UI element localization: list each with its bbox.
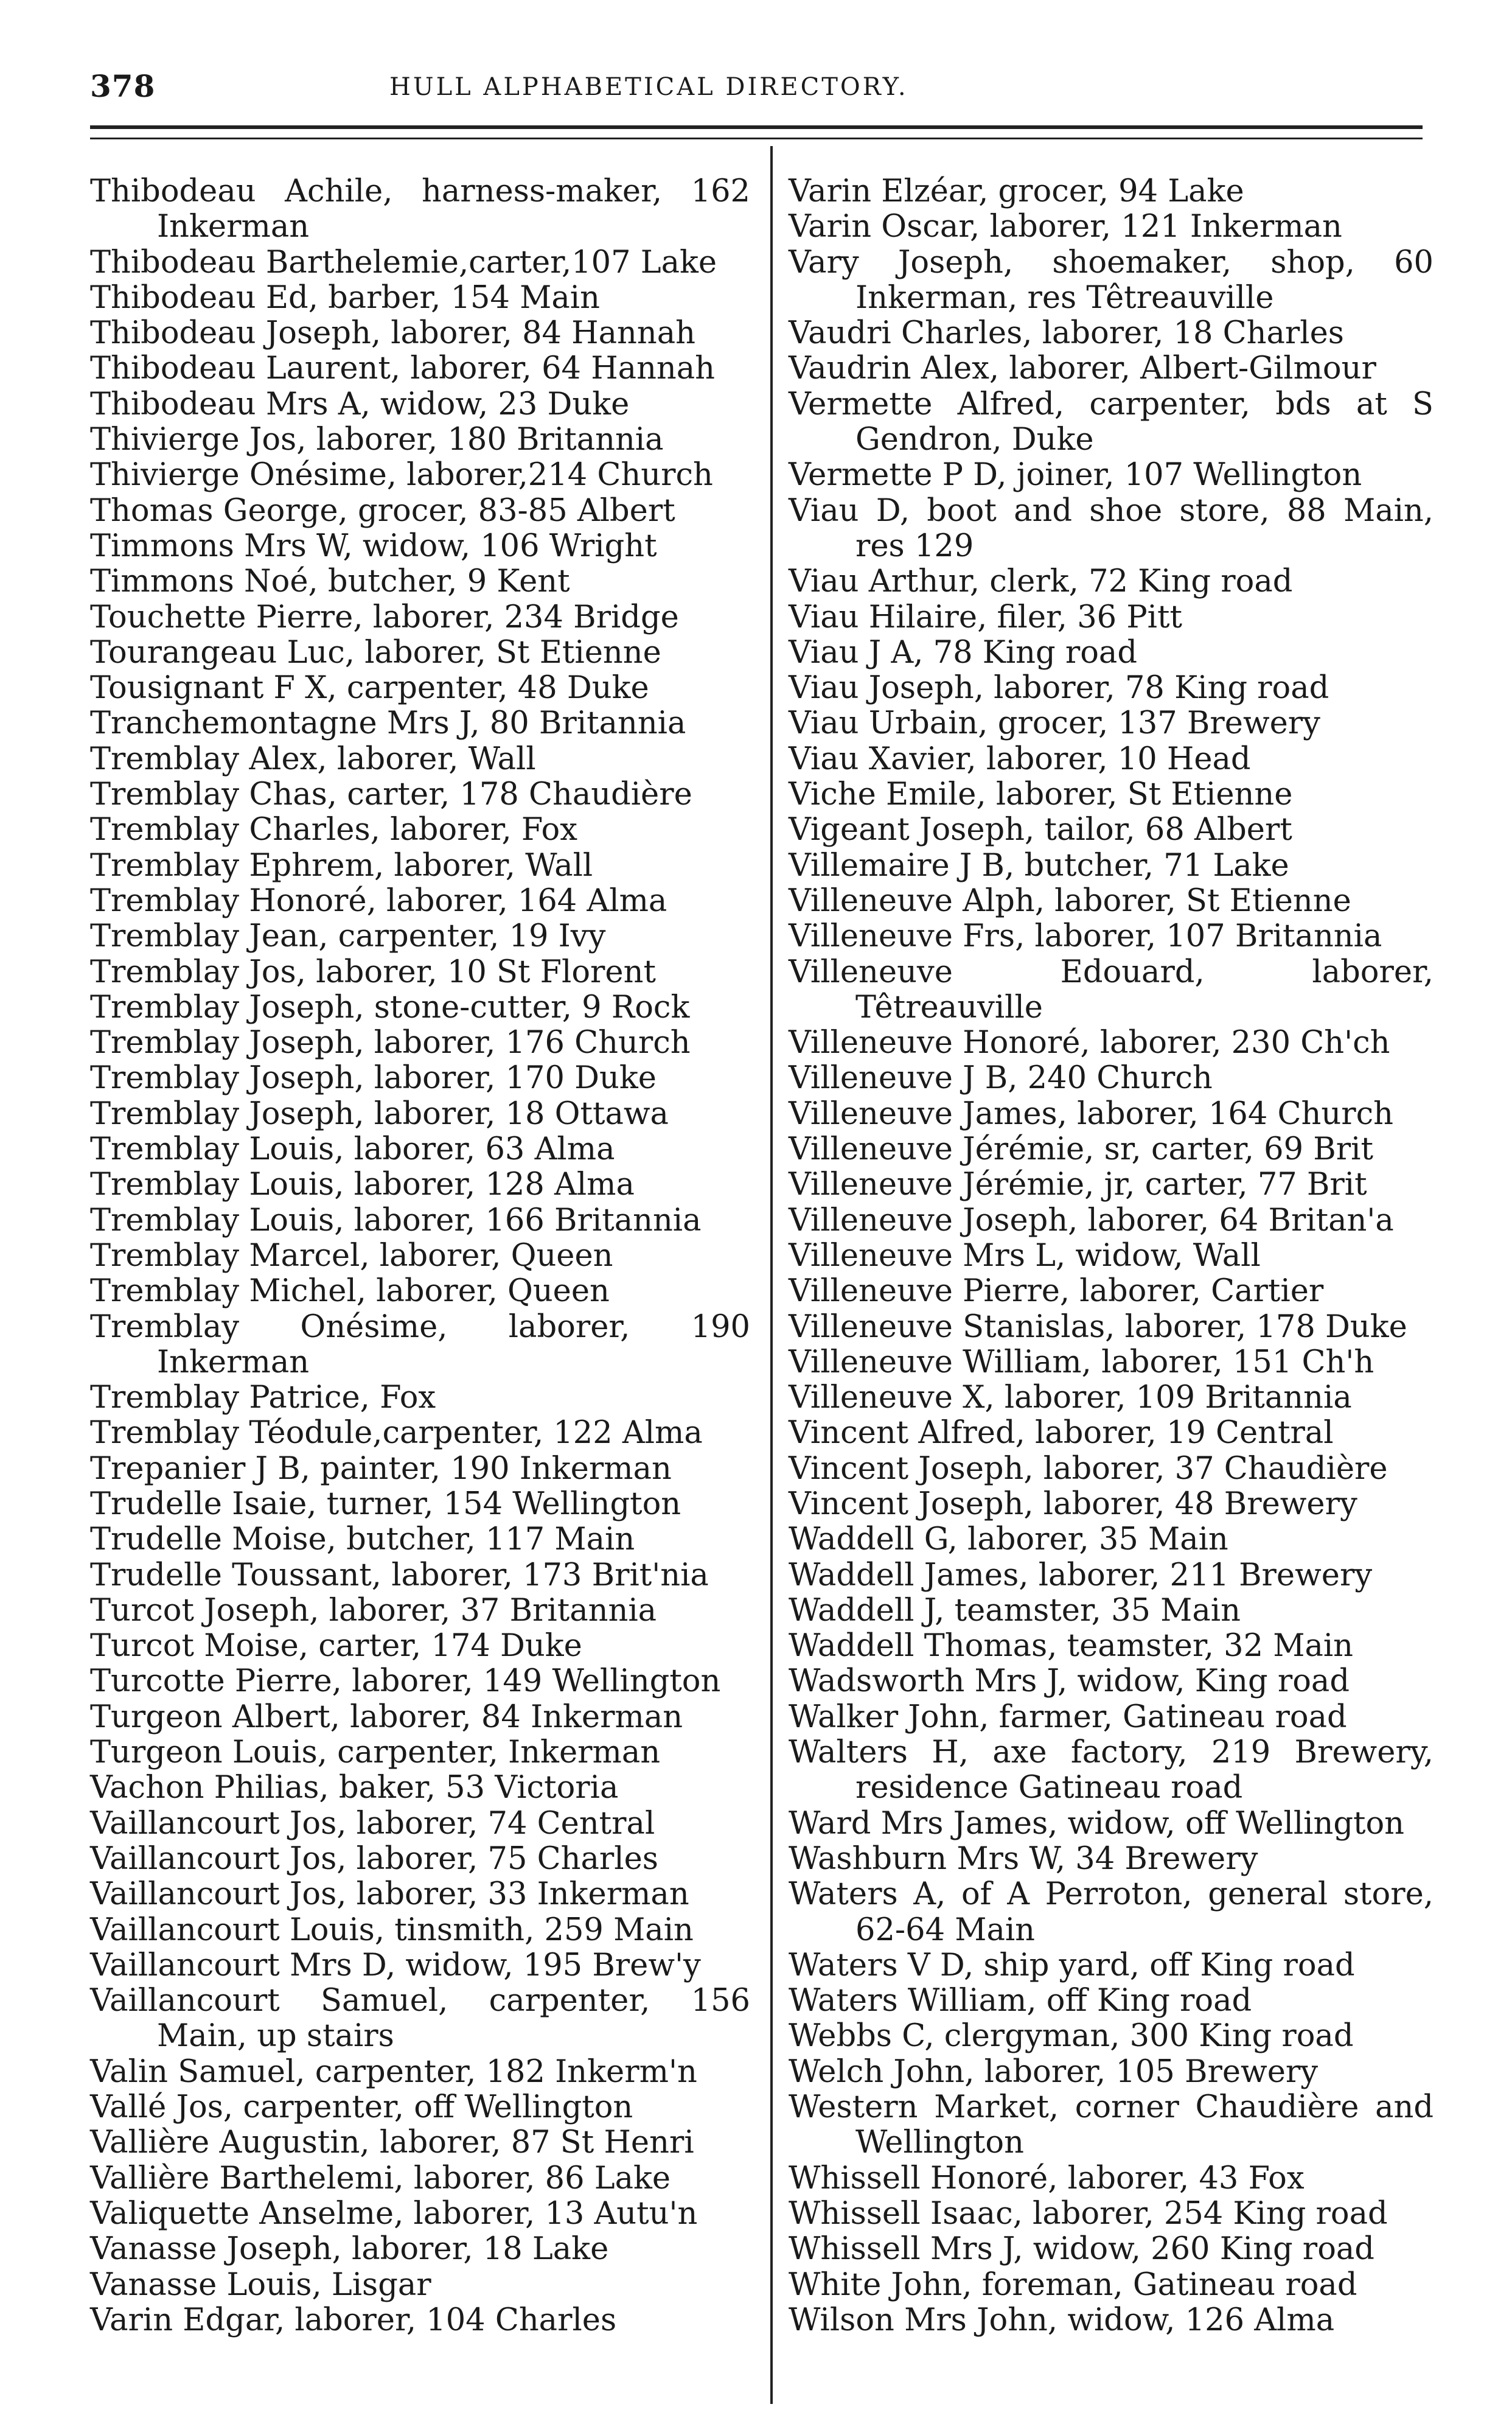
directory-entry: Turgeon Albert, laborer, 84 Inkerman	[90, 1699, 683, 1735]
directory-entry: Trudelle Moise, butcher, 117 Main	[90, 1521, 635, 1558]
directory-entry: Tremblay Louis, laborer, 128 Alma	[90, 1167, 635, 1203]
directory-entry: Whissell Isaac, laborer, 254 King road	[789, 2195, 1388, 2232]
directory-entry: Walker John, farmer, Gatineau road	[789, 1699, 1347, 1735]
directory-entry: Turcotte Pierre, laborer, 149 Wellington	[90, 1663, 721, 1700]
directory-entry: Tremblay Louis, laborer, 166 Britannia	[90, 1202, 702, 1238]
directory-entry: Varin Edgar, laborer, 104 Charles	[90, 2302, 617, 2338]
directory-entry: Turgeon Louis, carpenter, Inkerman	[90, 1735, 661, 1771]
page-number: 378	[90, 68, 156, 104]
directory-entry: Viau Arthur, clerk, 72 King road	[789, 564, 1293, 600]
directory-entry: Tremblay Jos, laborer, 10 St Florent	[90, 954, 656, 990]
directory-entry: Tremblay Joseph, laborer, 176 Church	[90, 1025, 691, 1061]
directory-entry: Vallé Jos, carpenter, off Wellington	[90, 2089, 633, 2126]
directory-entry: Thivierge Onésime, laborer,214 Church	[90, 457, 713, 494]
directory-entry: Thibodeau Ed, barber, 154 Main	[90, 279, 600, 316]
directory-entry: Villeneuve Jérémie, sr, carter, 69 Brit	[789, 1131, 1373, 1168]
directory-entry: Viau D, boot and shoe store, 88 Main, res 129	[789, 492, 1434, 564]
directory-entry: Wadsworth Mrs J, widow, King road	[789, 1663, 1350, 1700]
directory-entry: Vallière Augustin, laborer, 87 St Henri	[90, 2125, 694, 2161]
directory-entry: Tremblay Ephrem, laborer, Wall	[90, 847, 593, 884]
directory-entry: Vaillancourt Jos, laborer, 33 Inkerman	[90, 1876, 689, 1913]
directory-entry: Thibodeau Laurent, laborer, 64 Hannah	[90, 351, 716, 387]
directory-entry: Tremblay Joseph, stone-cutter, 9 Rock	[90, 989, 690, 1025]
directory-entry: Villeneuve X, laborer, 109 Britannia	[789, 1380, 1352, 1416]
directory-entry: Thivierge Jos, laborer, 180 Britannia	[90, 422, 664, 458]
directory-entry: Tousignant F X, carpenter, 48 Duke	[90, 670, 649, 707]
directory-entry: Villeneuve Mrs L, widow, Wall	[789, 1237, 1261, 1274]
directory-entry: Whissell Mrs J, widow, 260 King road	[789, 2231, 1374, 2268]
directory-entry: Turcot Joseph, laborer, 37 Britannia	[90, 1592, 657, 1629]
directory-entry: Viche Emile, laborer, St Etienne	[789, 777, 1293, 813]
directory-entry: Tremblay Charles, laborer, Fox	[90, 812, 577, 848]
directory-entry: Thibodeau Barthelemie,carter,107 Lake	[90, 244, 717, 281]
right-column	[789, 174, 1434, 2338]
directory-entry: Vincent Alfred, laborer, 19 Central	[789, 1415, 1334, 1452]
directory-entry: Vaillancourt Louis, tinsmith, 259 Main	[90, 1912, 694, 1948]
directory-entry: Viau Joseph, laborer, 78 King road	[789, 670, 1329, 707]
directory-entry: Trudelle Isaie, turner, 154 Wellington	[90, 1486, 681, 1522]
directory-entry: Waddell James, laborer, 211 Brewery	[789, 1557, 1373, 1593]
directory-entry: Tremblay Chas, carter, 178 Chaudière	[90, 777, 692, 813]
directory-entry: Thibodeau Achile, harness-maker, 162 Inkerman	[90, 173, 750, 245]
directory-entry: Vanasse Joseph, laborer, 18 Lake	[90, 2231, 609, 2268]
directory-entry: Tremblay Michel, laborer, Queen	[90, 1273, 610, 1310]
directory-entry: Thibodeau Mrs A, widow, 23 Duke	[90, 386, 630, 422]
directory-entry: Tremblay Téodule,carpenter, 122 Alma	[90, 1415, 703, 1452]
directory-entry: Villeneuve Pierre, laborer, Cartier	[789, 1273, 1324, 1310]
directory-entry: Villeneuve Jérémie, jr, carter, 77 Brit	[789, 1167, 1367, 1203]
directory-entry: Vaillancourt Jos, laborer, 75 Charles	[90, 1840, 658, 1877]
directory-entry: Tremblay Louis, laborer, 63 Alma	[90, 1131, 615, 1168]
directory-entry: Vanasse Louis, Lisgar	[90, 2266, 431, 2303]
directory-entry: Walters H, axe factory, 219 Brewery, residence Gatineau road	[789, 1735, 1434, 1806]
directory-entry: Viau Hilaire, filer, 36 Pitt	[789, 599, 1182, 635]
directory-entry: Waters A, of A Perroton, general store, 62-64 Main	[789, 1876, 1434, 1948]
directory-entry: Tremblay Jean, carpenter, 19 Ivy	[90, 918, 606, 955]
directory-entry: Vermette Alfred, carpenter, bds at S Gendron, Duke	[789, 386, 1434, 458]
directory-entry: Villeneuve James, laborer, 164 Church	[789, 1095, 1394, 1132]
directory-entry: Vaudri Charles, laborer, 18 Charles	[789, 315, 1344, 352]
directory-entry: Tremblay Joseph, laborer, 170 Duke	[90, 1060, 657, 1097]
directory-entry: Villeneuve Alph, laborer, St Etienne	[789, 882, 1351, 919]
directory-entry: Waddell Thomas, teamster, 32 Main	[789, 1628, 1354, 1665]
directory-entry: Vallière Barthelemi, laborer, 86 Lake	[90, 2160, 671, 2196]
directory-entry: Vaillancourt Samuel, carpenter, 156 Main, up stairs	[90, 1983, 750, 2055]
directory-entry: Tremblay Marcel, laborer, Queen	[90, 1237, 613, 1274]
directory-entry: Waddell J, teamster, 35 Main	[789, 1592, 1241, 1629]
directory-entry: Villemaire J B, butcher, 71 Lake	[789, 847, 1289, 884]
directory-entry: Villeneuve Stanislas, laborer, 178 Duke	[789, 1308, 1407, 1345]
directory-entry: Whissell Honoré, laborer, 43 Fox	[789, 2160, 1305, 2196]
column-divider	[770, 146, 773, 2404]
directory-entry: Vigeant Joseph, tailor, 68 Albert	[789, 812, 1292, 848]
directory-entry: Ward Mrs James, widow, off Wellington	[789, 1805, 1405, 1842]
directory-entry: Varin Oscar, laborer, 121 Inkerman	[789, 209, 1342, 245]
directory-entry: Waddell G, laborer, 35 Main	[789, 1521, 1228, 1558]
directory-entry: Vachon Philias, baker, 53 Victoria	[90, 1770, 619, 1806]
directory-entry: Tremblay Patrice, Fox	[90, 1380, 436, 1416]
running-title: HULL ALPHABETICAL DIRECTORY.	[389, 73, 908, 101]
directory-entry: Tourangeau Luc, laborer, St Etienne	[90, 634, 661, 671]
directory-entry: Webbs C, clergyman, 300 King road	[789, 2018, 1354, 2055]
directory-entry: White John, foreman, Gatineau road	[789, 2266, 1357, 2303]
directory-entry: Timmons Mrs W, widow, 106 Wright	[90, 528, 657, 564]
directory-entry: Tranchemontagne Mrs J, 80 Britannia	[90, 705, 686, 742]
directory-entry: Vary Joseph, shoemaker, shop, 60 Inkerman, res Têtreauville	[789, 244, 1434, 316]
directory-entry: Vincent Joseph, laborer, 37 Chaudière	[789, 1450, 1388, 1487]
directory-entry: Viau J A, 78 King road	[789, 634, 1137, 671]
directory-entry: Vaillancourt Mrs D, widow, 195 Brew'y	[90, 1947, 701, 1983]
directory-entry: Valin Samuel, carpenter, 182 Inkerm'n	[90, 2053, 697, 2090]
directory-entry: Villeneuve Edouard, laborer, Têtreauville	[789, 954, 1434, 1025]
directory-entry: Viau Xavier, laborer, 10 Head	[789, 741, 1251, 777]
left-column	[90, 174, 750, 2338]
header-rule-thick	[90, 125, 1423, 129]
directory-entry: Western Market, corner Chaudière and Wellington	[789, 2089, 1434, 2161]
directory-entry: Thibodeau Joseph, laborer, 84 Hannah	[90, 315, 695, 352]
directory-entry: Viau Urbain, grocer, 137 Brewery	[789, 705, 1320, 742]
directory-entry: Thomas George, grocer, 83-85 Albert	[90, 492, 675, 529]
directory-entry: Villeneuve J B, 240 Church	[789, 1060, 1213, 1097]
directory-entry: Villeneuve William, laborer, 151 Ch'h	[789, 1344, 1374, 1380]
directory-entry: Valiquette Anselme, laborer, 13 Autu'n	[90, 2195, 698, 2232]
directory-entry: Villeneuve Frs, laborer, 107 Britannia	[789, 918, 1382, 955]
header-rule-thin	[90, 138, 1423, 139]
directory-entry: Tremblay Alex, laborer, Wall	[90, 741, 536, 777]
directory-entry: Tremblay Onésime, laborer, 190 Inkerman	[90, 1308, 750, 1380]
directory-entry: Touchette Pierre, laborer, 234 Bridge	[90, 599, 679, 635]
directory-entry: Washburn Mrs W, 34 Brewery	[789, 1840, 1258, 1877]
directory-entry: Waters William, off King road	[789, 1983, 1252, 2019]
directory-entry: Tremblay Honoré, laborer, 164 Alma	[90, 882, 667, 919]
directory-entry: Turcot Moise, carter, 174 Duke	[90, 1628, 582, 1665]
directory-entry: Vermette P D, joiner, 107 Wellington	[789, 457, 1362, 494]
directory-entry: Welch John, laborer, 105 Brewery	[789, 2053, 1319, 2090]
directory-entry: Vaillancourt Jos, laborer, 74 Central	[90, 1805, 655, 1842]
directory-entry: Waters V D, ship yard, off King road	[789, 1947, 1355, 1983]
directory-entry: Vaudrin Alex, laborer, Albert-Gilmour	[789, 351, 1376, 387]
directory-entry: Wilson Mrs John, widow, 126 Alma	[789, 2302, 1335, 2338]
directory-entry: Villeneuve Honoré, laborer, 230 Ch'ch	[789, 1025, 1390, 1061]
directory-entry: Vincent Joseph, laborer, 48 Brewery	[789, 1486, 1357, 1522]
directory-entry: Varin Elzéar, grocer, 94 Lake	[789, 173, 1244, 209]
directory-entry: Timmons Noé, butcher, 9 Kent	[90, 564, 570, 600]
directory-entry: Villeneuve Joseph, laborer, 64 Britan'a	[789, 1202, 1394, 1238]
directory-entry: Trudelle Toussant, laborer, 173 Brit'nia	[90, 1557, 709, 1593]
directory-entry: Tremblay Joseph, laborer, 18 Ottawa	[90, 1095, 669, 1132]
directory-entry: Trepanier J B, painter, 190 Inkerman	[90, 1450, 672, 1487]
